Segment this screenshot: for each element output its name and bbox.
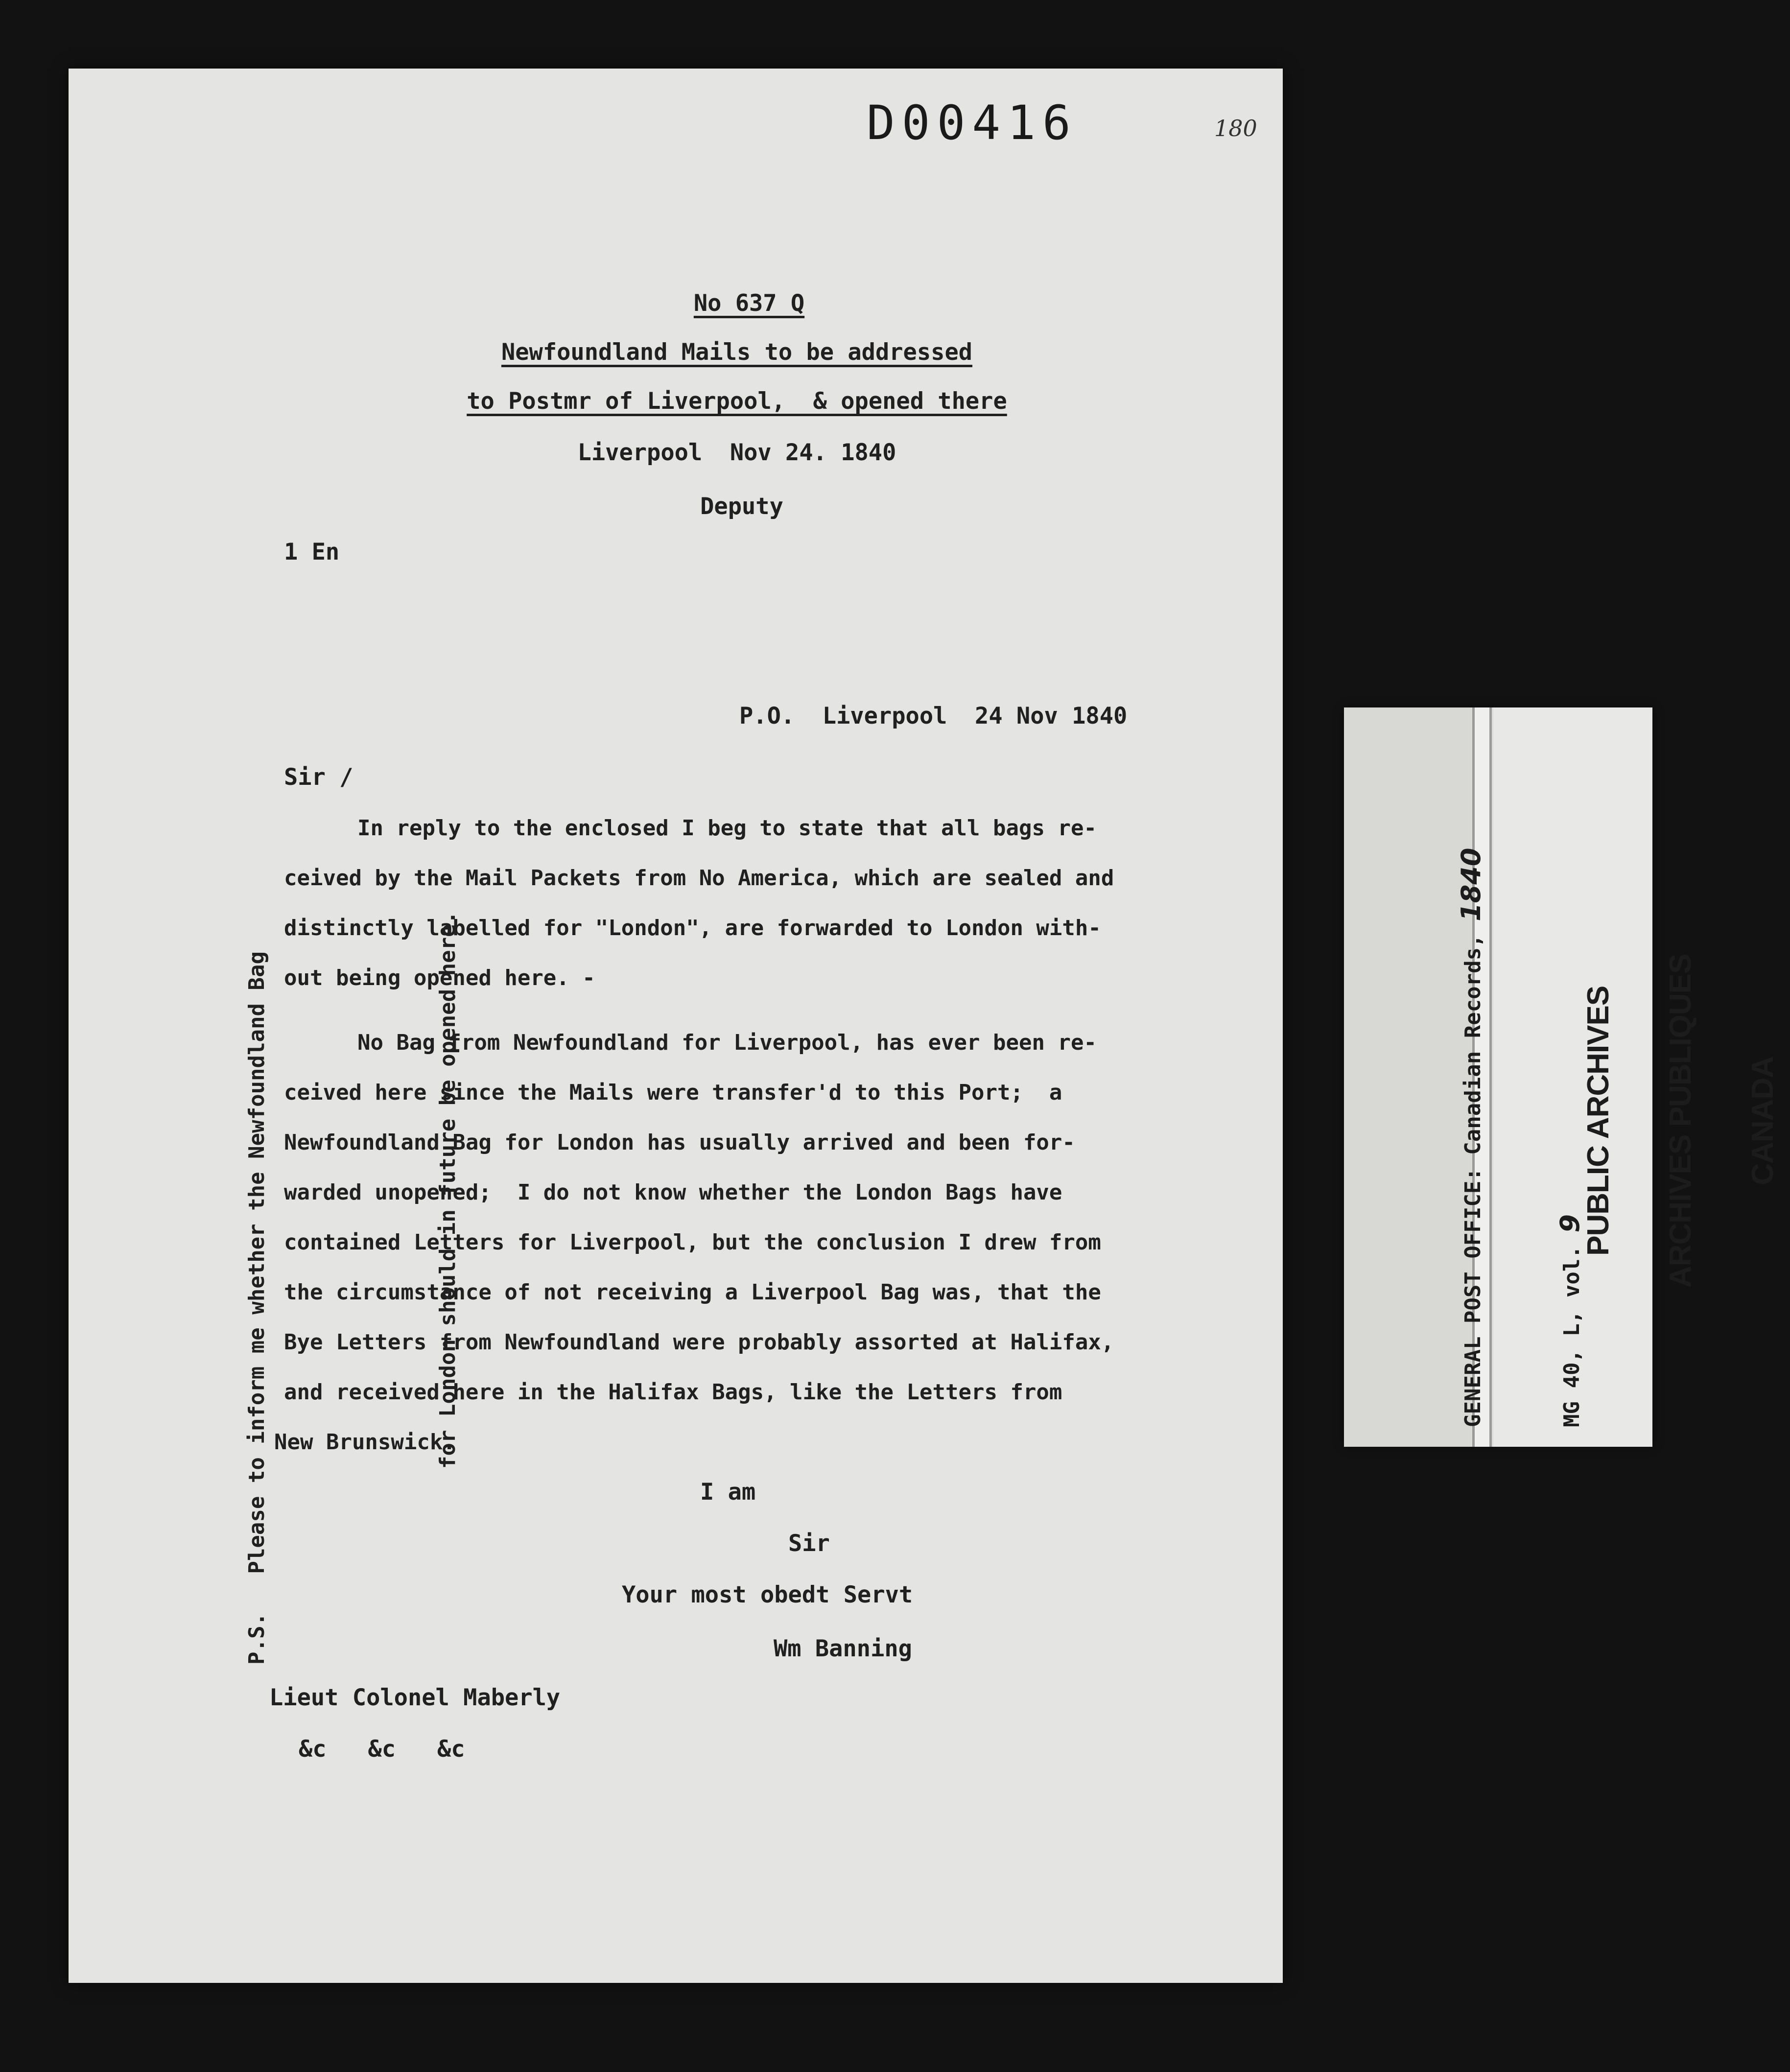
label-country: CANADA	[1746, 1057, 1780, 1185]
postscript-line-1: P.S. Please to inform me whether the Newfoundland Bag	[244, 951, 269, 1665]
body-line: ceived by the Mail Packets from No America, which are sealed and	[284, 866, 1114, 891]
addressee-name: Lieut Colonel Maberly	[269, 1684, 561, 1711]
page-number: 180	[1214, 115, 1257, 141]
body-line: warded unopened; I do not know whether the London Bags have	[284, 1180, 1062, 1205]
body-line: Newfoundland Bag for London has usually arrived and been for-	[284, 1130, 1075, 1155]
body-line: out being opened here. -	[284, 965, 595, 990]
signature: Wm Banning	[774, 1635, 912, 1662]
postscript-line-2: for London should in future be opened here.	[435, 911, 460, 1469]
body-line: Bye Letters from Newfoundland were probably assorted at Halifax,	[284, 1330, 1114, 1355]
body-line: contained Letters for Liverpool, but the conclusion I drew from	[284, 1230, 1101, 1255]
body-line: In reply to the enclosed I beg to state that all bags re-	[357, 816, 1097, 841]
subject-line-1: Newfoundland Mails to be addressed	[501, 339, 973, 366]
reference-number: D00416	[867, 95, 1078, 150]
body-line: the circumstance of not receiving a Liverpool Bag was, that the	[284, 1280, 1101, 1305]
label-series-line-2: MG 40, L, vol. 9	[1554, 1214, 1585, 1427]
closing-sir: Sir	[788, 1530, 830, 1557]
salutation: Sir /	[284, 764, 353, 791]
heading-role: Deputy	[700, 493, 783, 520]
letter-sheet	[69, 69, 1283, 1983]
body-line: and received here in the Halifax Bags, like the Letters from	[284, 1380, 1062, 1405]
closing-servant: Your most obedt Servt	[622, 1581, 913, 1608]
body-line: New Brunswick.	[274, 1430, 456, 1455]
closing-i-am: I am	[700, 1479, 756, 1506]
body-line: distinctly labelled for "London", are forwarded to London with-	[284, 916, 1101, 941]
label-series-year: 1840	[1456, 848, 1486, 921]
heading-place-date: Liverpool Nov 24. 1840	[577, 439, 896, 466]
document-number: No 637 Q	[693, 290, 805, 317]
letter-dateline: P.O. Liverpool 24 Nov 1840	[739, 703, 1128, 730]
label-archives-fr: ARCHIVES PUBLIQUES	[1664, 954, 1697, 1288]
body-line: ceived here since the Mails were transfer'd to this Port; a	[284, 1080, 1062, 1105]
enclosure-note: 1 En	[284, 539, 340, 565]
body-line: No Bag from Newfoundland for Liverpool, has ever been re-	[357, 1030, 1097, 1055]
label-series-line-1: GENERAL POST OFFICE: Canadian Records, 1840	[1456, 848, 1486, 1427]
label-archives-text	[1530, 954, 1790, 1288]
label-archives-en: PUBLIC ARCHIVES	[1581, 986, 1615, 1256]
addressee-etc: &c &c &c	[299, 1736, 465, 1763]
label-volume: 9	[1554, 1214, 1585, 1233]
archive-label	[1344, 707, 1780, 1447]
postscript	[98, 911, 607, 1665]
subject-line-2: to Postmr of Liverpool, & opened there	[467, 388, 1007, 415]
